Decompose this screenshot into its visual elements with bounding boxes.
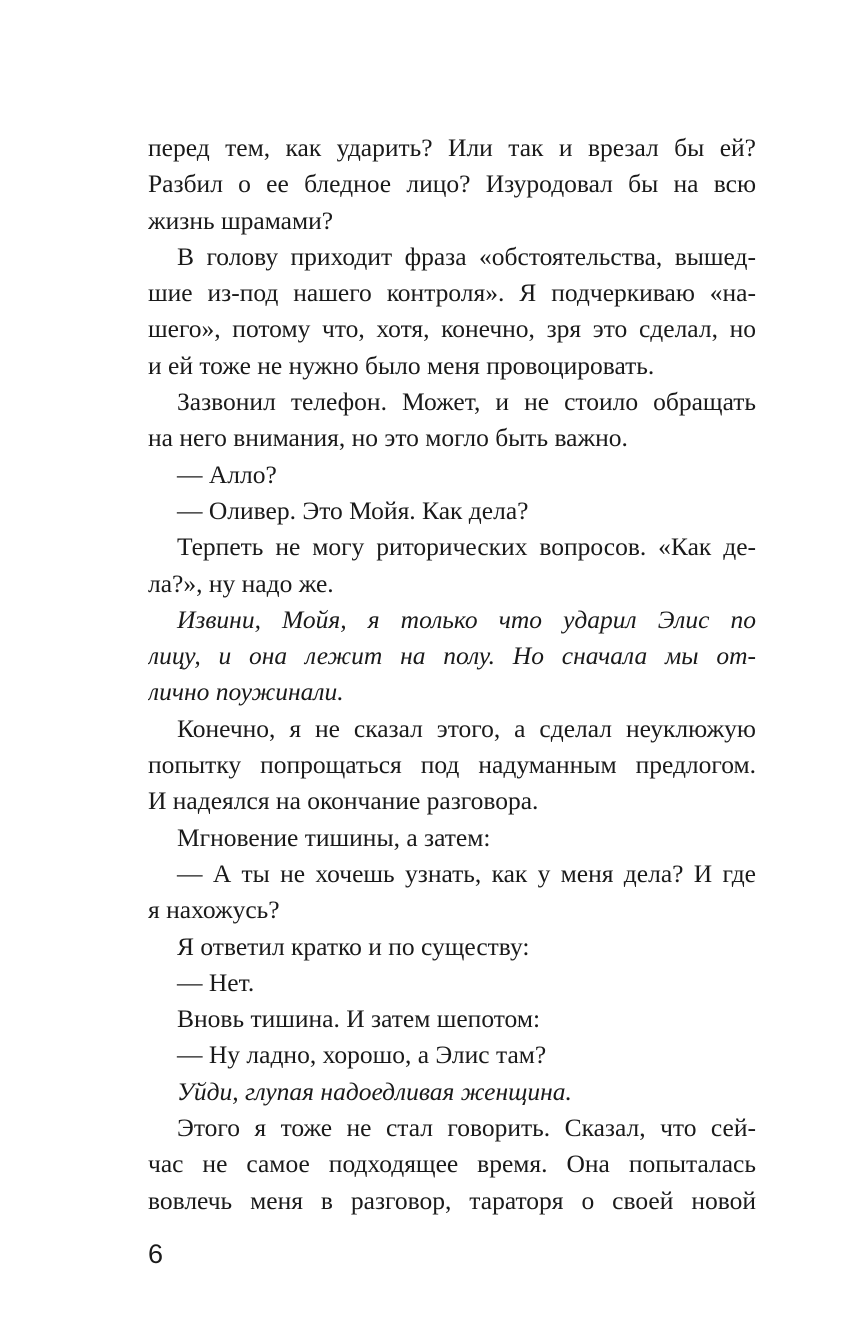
text-line: на него внимания, но это могло быть важно. bbox=[148, 423, 628, 453]
dialogue-line: я нахожусь? bbox=[148, 895, 280, 925]
text-line: перед тем, как ударить? Или так и врезал бы ей? bbox=[148, 133, 756, 162]
book-page-text bbox=[148, 130, 756, 1219]
text-line: ла?», ну надо же. bbox=[148, 568, 334, 598]
text-line: Я ответил кратко и по существу: bbox=[177, 931, 530, 961]
dialogue-line: — Оливер. Это Мойя. Как дела? bbox=[177, 495, 529, 525]
text-line: Терпеть не могу риторических вопросов. «Как де- bbox=[177, 532, 756, 562]
text-line: Конечно, я не сказал этого, а сделал неуклюжую bbox=[177, 713, 756, 743]
text-line: час не самое подходящее время. Она попыталась bbox=[148, 1149, 756, 1179]
text-line: попытку попрощаться под надуманным предлогом. bbox=[148, 750, 756, 780]
text-line: жизнь шрамами? bbox=[148, 205, 334, 235]
text-line: И надеялся на окончание разговора. bbox=[148, 786, 539, 816]
italic-line: лично поужинали. bbox=[148, 677, 344, 707]
dialogue-line: — Ну ладно, хорошо, а Элис там? bbox=[177, 1040, 547, 1070]
text-line: вовлечь меня в разговор, тараторя о своей новой bbox=[148, 1185, 756, 1215]
text-line: Этого я тоже не стал говорить. Сказал, что сей- bbox=[177, 1113, 756, 1143]
italic-line: Извини, Мойя, я только что ударил Элис по bbox=[177, 604, 756, 634]
italic-line: Уйди, глупая надоедливая женщина. bbox=[177, 1076, 572, 1106]
italic-line: лицу, и она лежит на полу. Но сначала мы от- bbox=[148, 641, 756, 671]
text-line: шего», потому что, хотя, конечно, зря это сделал, но bbox=[148, 314, 756, 344]
text-line: Разбил о ее бледное лицо? Изуродовал бы на всю bbox=[148, 169, 756, 199]
text-line: Зазвонил телефон. Может, и не стоило обращать bbox=[177, 387, 756, 417]
text-line: шие из-под нашего контроля». Я подчеркиваю «на- bbox=[148, 278, 756, 308]
text-line: В голову приходит фраза «обстоятельства, вышед- bbox=[177, 241, 756, 271]
text-line: и ей тоже не нужно было меня провоцировать. bbox=[148, 350, 655, 380]
dialogue-line: — Нет. bbox=[177, 967, 255, 997]
dialogue-line: — А ты не хочешь узнать, как у меня дела? И где bbox=[177, 858, 756, 888]
text-line: Вновь тишина. И затем шепотом: bbox=[177, 1004, 541, 1034]
text-line: Мгновение тишины, а затем: bbox=[177, 822, 491, 852]
dialogue-line: — Алло? bbox=[177, 459, 277, 489]
page-number: 6 bbox=[148, 1239, 164, 1269]
